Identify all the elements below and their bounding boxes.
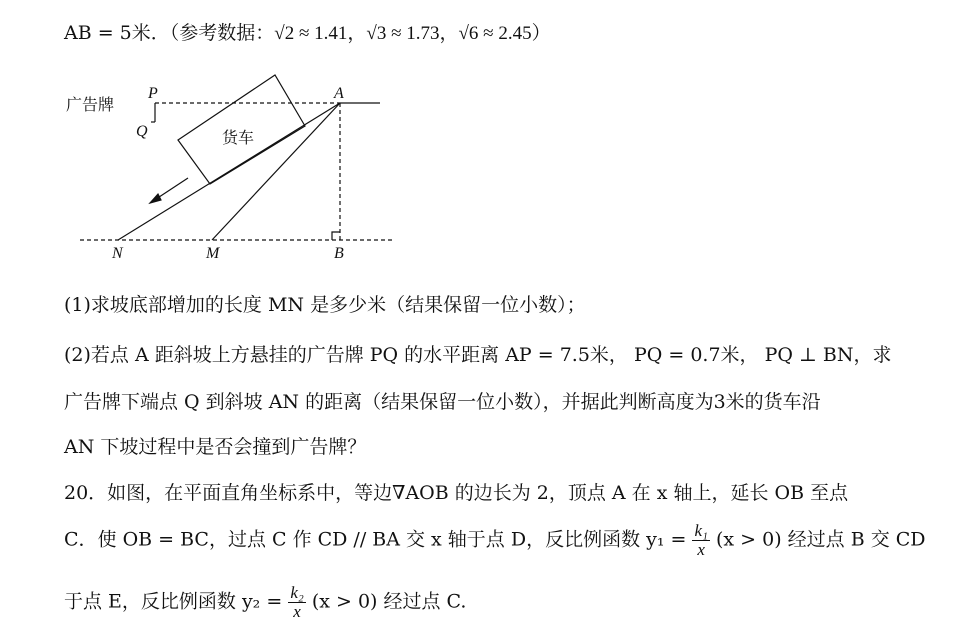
point-m-label: M — [206, 245, 220, 262]
fraction-k2-denominator: x — [293, 601, 301, 621]
fraction-k2-over-x — [288, 584, 305, 621]
question-2-line-1: (2)若点 A 距斜坡上方悬挂的广告牌 PQ 的水平距离 AP = 7.5米， PQ = 0.7米， PQ ⊥ BN，求 — [64, 344, 892, 366]
sqrt2-value: √2 ≈ 1.41， — [274, 23, 367, 44]
sqrt6-value: √6 ≈ 2.45） — [458, 23, 551, 44]
question-2-line-3: AN 下坡过程中是否会撞到广告牌？ — [64, 436, 367, 458]
question-20-line-3 — [64, 584, 466, 621]
fraction-k1-over-x — [692, 522, 709, 559]
billboard-label: 广告牌 — [66, 95, 115, 114]
question-20-line-2 — [64, 522, 926, 559]
reference-data-prefix: AB = 5米．（参考数据： — [64, 22, 275, 44]
question-20-line-3-prefix: 于点 E，反比例函数 y₂ = — [64, 590, 283, 613]
question-1: (1)求坡底部增加的长度 MN 是多少米（结果保留一位小数）； — [64, 294, 586, 316]
fraction-k1-denominator: x — [697, 539, 705, 559]
fraction-k2-numerator: k₂ — [290, 583, 304, 602]
point-p-label: P — [148, 85, 158, 102]
question-20-line-2-suffix: (x > 0) 经过点 B 交 CD — [715, 528, 926, 551]
point-n-label: N — [112, 245, 123, 262]
point-a-label: A — [334, 85, 344, 102]
question-2-line-2: 广告牌下端点 Q 到斜坡 AN 的距离（结果保留一位小数），并据此判断高度为3米的货车沿 — [64, 391, 821, 413]
point-b-label: B — [334, 245, 344, 262]
point-q-label: Q — [136, 123, 148, 140]
question-20-line-3-suffix: (x > 0) 经过点 C. — [311, 590, 467, 613]
truck-label: 货车 — [222, 128, 255, 147]
question-20-line-1: 20．如图，在平面直角坐标系中，等边∇AOB 的边长为 2，顶点 A 在 x 轴上，延长 OB 至点 — [64, 482, 849, 504]
question-20-line-2-prefix: C．使 OB = BC，过点 C 作 CD // BA 交 x 轴于点 D，反比例函数 y₁ = — [64, 528, 687, 551]
sqrt3-value: √3 ≈ 1.73， — [366, 23, 459, 44]
fraction-k1-numerator: k₁ — [694, 521, 708, 540]
